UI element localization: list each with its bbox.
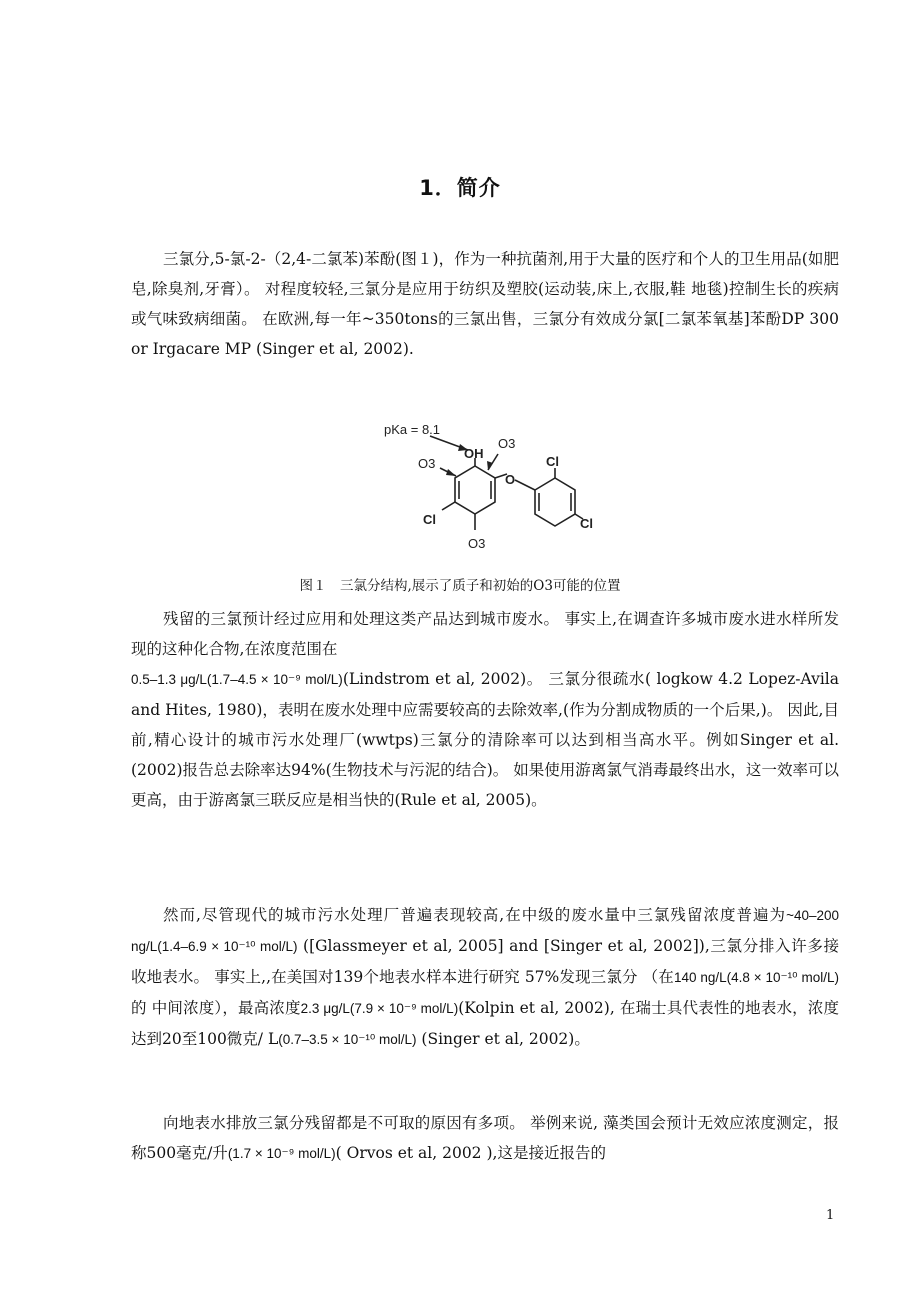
p3-concentration-4: (0.7–3.5 × 10⁻¹⁰ mol/L) (278, 1032, 417, 1047)
hydroxyl-label: OH (464, 446, 484, 461)
paragraph-discharge (131, 1108, 839, 1169)
triclosan-structure-figure (370, 418, 600, 568)
p3-text-a: 然而,尽管现代的城市污水处理厂普遍表现较高,在中级的废水量中三氯残留浓度普遍为 (163, 906, 787, 924)
chlorine-label-right: Cl (580, 516, 593, 531)
paragraph-surface-water (131, 900, 839, 1055)
page-number: 1 (826, 1208, 835, 1223)
p2-text-b: (Lindstrom et al, 2002)。 三氯分很疏水( logkow 4.2 Lopez-Avila and Hites, 1980)，表明在废水处理中应需要较高的去除效率,(作为分割成物质的一个后果,)。 因此,目前,精心设计的城市污水处理厂(wwtps)三氯分的清除率可以达到相当高水平。例如Singer et al. (2002)报告总去除率达94%(生物技术与污泥的结合)。 如果使用游离氯气消毒最终出水，这一效率可以更高，由于游离氯三联反应是相当快的(Rule et al, 2005)。 (131, 670, 839, 809)
p3-concentration-3: 2.3 μg/L(7.9 × 10⁻⁹ mol/L) (300, 1001, 459, 1016)
p4-text-a: 向地表水排放三氯分残留都是不可取的原因有多项。 举例来说, 藻类国会预计无效应浓度测定，报称500毫克/升 (131, 1114, 839, 1162)
left-benzene-ring (455, 466, 495, 514)
ozone-label-top: O3 (498, 436, 516, 451)
p3-text-c: 的 中间浓度），最高浓度 (131, 999, 301, 1017)
ozone-label-bottom: O3 (468, 536, 486, 551)
chlorine-label-top: Cl (546, 454, 559, 469)
p3-concentration-2: 140 ng/L(4.8 × 10⁻¹⁰ mol/L) (673, 970, 839, 985)
right-benzene-ring (535, 478, 575, 526)
ozone-label-left: O3 (418, 456, 436, 471)
chlorine-label-left: Cl (423, 512, 436, 527)
section-title: 1．简介 (419, 176, 501, 200)
paragraph-wastewater (131, 604, 839, 815)
p2-concentration-range: 0.5–1.3 μg/L(1.7–4.5 × 10⁻⁹ mol/L) (131, 672, 343, 687)
figure-caption: 图１ 三氯分结构,展示了质子和初始的O3可能的位置 (299, 578, 621, 594)
p3-text-e: (Singer et al, 2002)。 (416, 1030, 590, 1048)
p4-concentration-1: (1.7 × 10⁻⁹ mol/L) (227, 1146, 336, 1161)
paragraph-intro: 三氯分,5-氯-2-（2,4-二氯苯)苯酚(图１)，作为一种抗菌剂,用于大量的医疗和个人的卫生用品(如肥皂,除臭剂,牙膏）。 对程度较轻,三氯分是应用于纺织及塑胶(运动装,床上,衣服,鞋 地毯)控制生长的疾病或气味致病细菌。 在欧洲,每一年~350tons的三氯出售，三氯分有效成分氯[二氯苯氧基]苯酚DP 300 or Irgacare MP (Singer et al, 2002). (131, 250, 839, 358)
p4-text-b: ( Orvos et al, 2002 ),这是接近报告的 (335, 1144, 606, 1162)
ether-oxygen-label: O (505, 472, 516, 487)
p2-text-a: 残留的三氯预计经过应用和处理这类产品达到城市废水。 事实上,在调查许多城市废水进水样所发现的这种化合物,在浓度范围在 (131, 610, 839, 658)
p3-text-d: (Kolpin et al, 2002), 在瑞士具代表性的地表水，浓度达到20至100微克/ L (131, 999, 839, 1048)
pka-label: pKa = 8.1 (384, 422, 441, 437)
p3-text-b: ([Glassmeyer et al, 2005] and [Singer et al, 2002]),三氯分排入许多接收地表水。 事实上,,在美国对139个地表水样本进行研究 57%发现三氯分 （在 (131, 937, 839, 986)
p3-concentration-1: ~40–200 ng/L(1.4–6.9 × 10⁻¹⁰ mol/L) (131, 908, 839, 954)
